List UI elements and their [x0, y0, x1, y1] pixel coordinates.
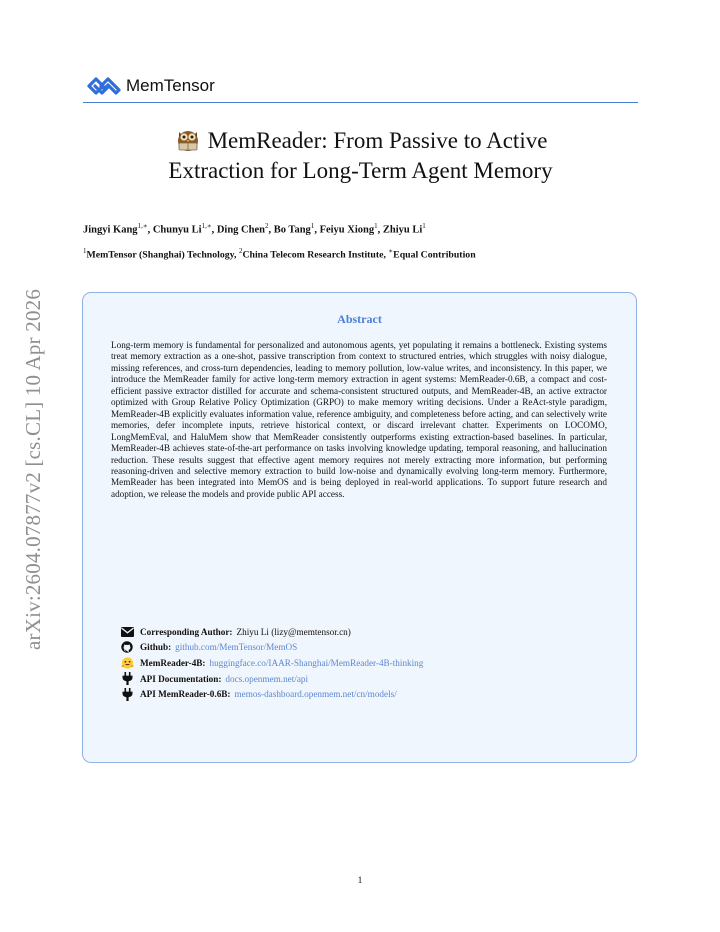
info-value: Zhiyu Li (lizy@memtensor.cn)	[236, 626, 351, 637]
paper-title	[83, 126, 638, 186]
author-name: Bo Tang	[273, 224, 311, 236]
author-list	[83, 222, 643, 236]
brand	[86, 72, 215, 100]
info-link[interactable]: github.com/MemTensor/MemOS	[175, 642, 298, 653]
info-link[interactable]: docs.openmem.net/api	[225, 673, 309, 684]
author-name: Ding Chen	[216, 224, 265, 236]
info-label: API Documentation:	[140, 673, 222, 684]
abstract-heading: Abstract	[337, 312, 382, 326]
plug-icon	[120, 688, 134, 700]
author-affiliation-mark: 1	[374, 222, 378, 230]
header-divider	[83, 102, 638, 103]
author-separator: ,	[147, 224, 153, 236]
abstract-body: Long-term memory is fundamental for personalized and autonomous agents, yet populating it remains a bottleneck. Existing systems treat memory extraction as a one-shot, passive transcription from context to structured entries, which struggles with noisy dialogue, missing references, and cross-turn dependencies, leading to memory pollution, low-value writes, and inconsistency. In this paper, we introduce the MemReader family for active long-term memory extraction in agent systems: MemReader-0.6B, a compact and cost-efficient passive extractor distilled for accurate and schema-consistent structured outputs, and MemReader-4B, an active extractor optimized with Group Relative Policy Optimization (GRPO) to make memory writing decisions. Under a ReAct-style paradigm, MemReader-4B explicitly evaluates information value, reference ambiguity, and completeness before acting, and can selectively write memories, defer incomplete inputs, retrieve historical context, or discard irrelevant chatter. Experiments on LOCOMO, LongMemEval, and HaluMem show that MemReader consistently outperforms existing extraction-based baselines. In particular, MemReader-4B achieves state-of-the-art performance on tasks involving knowledge updating, temporal reasoning, and hallucination reduction. These results suggest that effective agent memory requires not merely extracting more information, but performing reasoning-driven and selective memory extraction to build low-noise and dynamically evolving long-term memory. Furthermore, MemReader has been integrated into MemOS and is being deployed in real-world applications. To support future research and adoption, we release the models and provide public API access.	[111, 340, 607, 499]
info-label: Corresponding Author:	[140, 626, 233, 637]
info-row	[120, 686, 620, 702]
affiliation-name: China Telecom Research Institute,	[242, 249, 389, 261]
author-separator: ,	[314, 224, 320, 236]
arxiv-identifier: arXiv:2604.07877v2 [cs.CL] 10 Apr 2026	[21, 288, 45, 650]
author-affiliation-mark: 1	[310, 222, 315, 230]
envelope-icon	[120, 626, 134, 638]
author-affiliation-mark: 2	[264, 222, 269, 230]
plug-icon	[120, 673, 134, 685]
info-label: MemReader-4B:	[140, 657, 206, 668]
author-separator: ,	[377, 224, 383, 236]
title-text-line-1: MemReader: From Passive to Active	[207, 128, 548, 153]
affiliation-name: Equal Contribution	[393, 249, 476, 261]
info-row	[120, 671, 620, 687]
info-row	[120, 624, 620, 640]
title-line-2: Extraction for Long-Term Agent Memory	[168, 158, 553, 183]
info-row	[120, 655, 620, 671]
affiliation-mark: 2	[238, 247, 243, 255]
info-label: Github:	[140, 642, 172, 653]
author-name: Zhiyu Li	[382, 224, 423, 236]
author-separator: ,	[268, 224, 274, 236]
hugging-face-icon	[120, 657, 134, 669]
affiliation-mark: ∗	[388, 247, 394, 255]
memtensor-logo-icon	[86, 74, 122, 98]
affiliation-mark: 1	[83, 247, 87, 255]
affiliation-list	[83, 247, 643, 260]
github-icon	[120, 641, 134, 653]
author-name: Jingyi Kang	[83, 224, 138, 236]
author-affiliation-mark: 1,∗	[137, 222, 148, 230]
info-row	[120, 640, 620, 656]
info-label: API MemReader-0.6B:	[140, 689, 231, 700]
affiliation-name: MemTensor (Shanghai) Technology,	[86, 249, 239, 261]
info-list	[120, 624, 620, 702]
brand-name: MemTensor	[126, 76, 215, 95]
author-name: Chunyu Li	[152, 224, 202, 236]
info-link[interactable]: huggingface.co/IAAR-Shanghai/MemReader-4B-thinking	[209, 657, 424, 668]
owl-reading-icon	[174, 126, 202, 152]
author-affiliation-mark: 1	[422, 222, 426, 230]
page-number: 1	[357, 876, 363, 886]
author-affiliation-mark: 1,∗	[201, 222, 212, 230]
title-line-1	[83, 126, 638, 156]
author-name: Feiyu Xiong	[319, 224, 375, 236]
abstract-box	[82, 292, 637, 763]
page-header	[83, 72, 638, 104]
author-separator: ,	[211, 224, 217, 236]
info-link[interactable]: memos-dashboard.openmem.net/cn/models/	[234, 689, 397, 700]
